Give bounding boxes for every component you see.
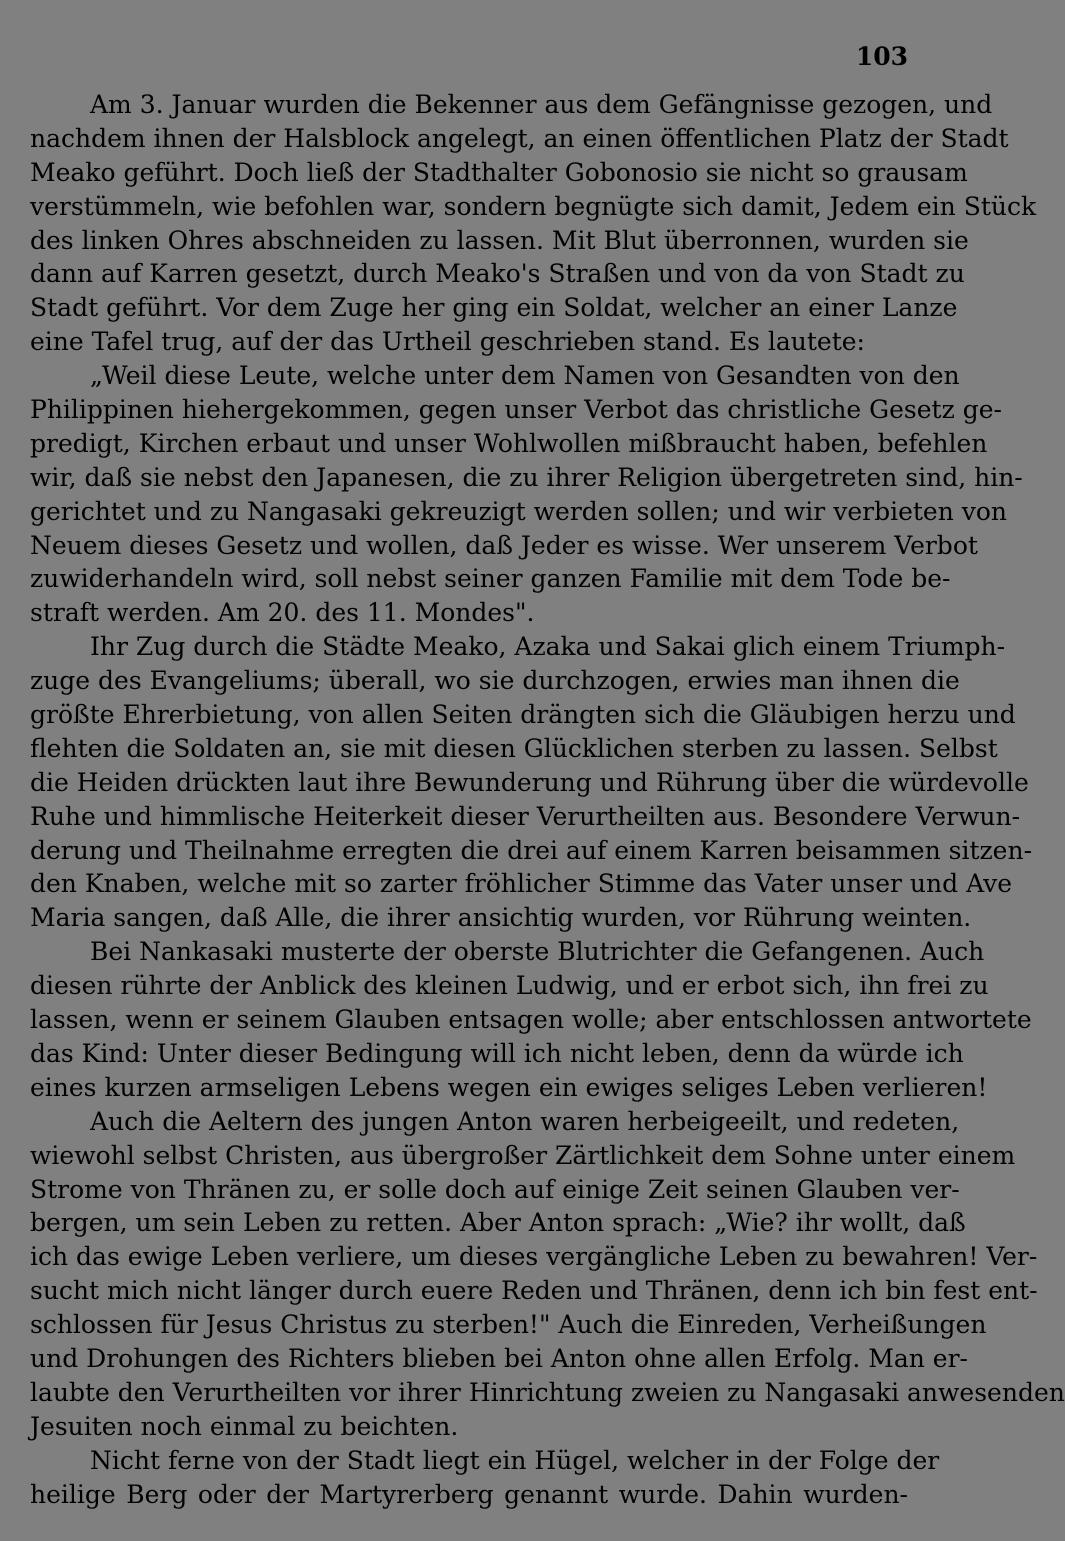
text-line: eines kurzen armseligen Lebens wegen ein ewiges seliges Leben verlieren! (30, 1072, 988, 1102)
text-line: Stadt geführt. Vor dem Zuge her ging ein Soldat, welcher an einer Lanze (30, 293, 958, 323)
text-line: Ruhe und himmlische Heiterkeit dieser Verurtheilten aus. Besondere Verwun- (30, 801, 1021, 831)
text-line: Philippinen hiehergekommen, gegen unser Verbot das christliche Gesetz ge- (30, 395, 1002, 425)
text-line: derung und Theilnahme erregten die drei auf einem Karren beisammen sitzen- (30, 835, 1033, 865)
text-line: und Drohungen des Richters blieben bei Anton ohne allen Erfolg. Man er- (30, 1343, 968, 1373)
text-line: predigt, Kirchen erbaut und unser Wohlwollen mißbraucht haben, befehlen (30, 428, 988, 458)
text-line: Jesuiten noch einmal zu beichten. (30, 1411, 459, 1441)
text-line: größte Ehrerbietung, von allen Seiten drängten sich die Gläubigen herzu und (30, 700, 1016, 730)
page-number: 103 (855, 42, 908, 71)
text-line: laubte den Verurtheilten vor ihrer Hinrichtung zweien zu Nangasaki anwesenden (30, 1377, 1065, 1407)
body-text (30, 88, 1065, 1511)
text-line: Neuem dieses Gesetz und wollen, daß Jeder es wisse. Wer unserem Verbot (30, 530, 978, 560)
text-line: heilige Berg oder der Martyrerberg genannt wurde. Dahin wurden- (30, 1479, 908, 1509)
text-line: des linken Ohres abschneiden zu lassen. Mit Blut überronnen, wurden sie (30, 225, 969, 255)
text-line: das Kind: Unter dieser Bedingung will ich nicht leben, denn da würde ich (30, 1038, 964, 1068)
text-line: zuge des Evangeliums; überall, wo sie durchzogen, erwies man ihnen die (30, 666, 960, 696)
text-line: zuwiderhandeln wird, soll nebst seiner ganzen Familie mit dem Tode be- (30, 564, 951, 594)
text-line: Bei Nankasaki musterte der oberste Blutrichter die Gefangenen. Auch (90, 937, 985, 967)
text-line: sucht mich nicht länger durch euere Reden und Thränen, denn ich bin fest ent- (30, 1276, 1038, 1306)
text-line: eine Tafel trug, auf der das Urtheil geschrieben stand. Es lautete: (30, 327, 865, 357)
text-line: gerichtet und zu Nangasaki gekreuzigt werden sollen; und wir verbieten von (30, 496, 1008, 526)
text-line: „Weil diese Leute, welche unter dem Namen von Gesandten von den (90, 361, 960, 391)
text-line: die Heiden drückten laut ihre Bewunderung und Rührung über die würdevolle (30, 767, 1029, 797)
text-line: Am 3. Januar wurden die Bekenner aus dem Gefängnisse gezogen, und (90, 90, 993, 119)
text-line: diesen rührte der Anblick des kleinen Ludwig, und er erbot sich, ihn frei zu (30, 971, 989, 1001)
text-line: flehten die Soldaten an, sie mit diesen Glücklichen sterben zu lassen. Selbst (30, 733, 998, 763)
text-line: schlossen für Jesus Christus zu sterben!" Auch die Einreden, Verheißungen (30, 1310, 987, 1340)
text-line: Ihr Zug durch die Städte Meako, Azaka und Sakai glich einem Triumph- (90, 632, 1006, 662)
text-line: lassen, wenn er seinem Glauben entsagen wolle; aber entschlossen antwortete (30, 1005, 1032, 1035)
text-line: wir, daß sie nebst den Japanesen, die zu ihrer Religion übergetreten sind, hin- (30, 462, 1023, 492)
text-line: dann auf Karren gesetzt, durch Meako's Straßen und von da von Stadt zu (30, 259, 965, 289)
text-line: Meako geführt. Doch ließ der Stadthalter Gobonosio sie nicht so grausam (30, 157, 968, 187)
text-line: den Knaben, welche mit so zarter fröhlicher Stimme das Vater unser und Ave (30, 869, 1013, 899)
text-line: verstümmeln, wie befohlen war, sondern begnügte sich damit, Jedem ein Stück (30, 191, 1037, 221)
text-line: Auch die Aeltern des jungen Anton waren herbeigeeilt, und redeten, (90, 1106, 960, 1136)
text-line: ich das ewige Leben verliere, um dieses vergängliche Leben zu bewahren! Ver- (30, 1242, 1038, 1272)
text-line: wiewohl selbst Christen, aus übergroßer Zärtlichkeit dem Sohne unter einem (30, 1140, 1016, 1170)
text-line: Strome von Thränen zu, er solle doch auf einige Zeit seinen Glauben ver- (30, 1174, 960, 1204)
text-line: Nicht ferne von der Stadt liegt ein Hügel, welcher in der Folge der (90, 1445, 940, 1475)
text-line: straft werden. Am 20. des 11. Mondes". (30, 598, 535, 628)
text-line: Maria sangen, daß Alle, die ihrer ansichtig wurden, vor Rührung weinten. (30, 903, 972, 933)
text-line: bergen, um sein Leben zu retten. Aber Anton sprach: „Wie? ihr wollt, daß (30, 1208, 966, 1238)
text-line: nachdem ihnen der Halsblock angelegt, an einen öffentlichen Platz der Stadt (30, 123, 1009, 153)
